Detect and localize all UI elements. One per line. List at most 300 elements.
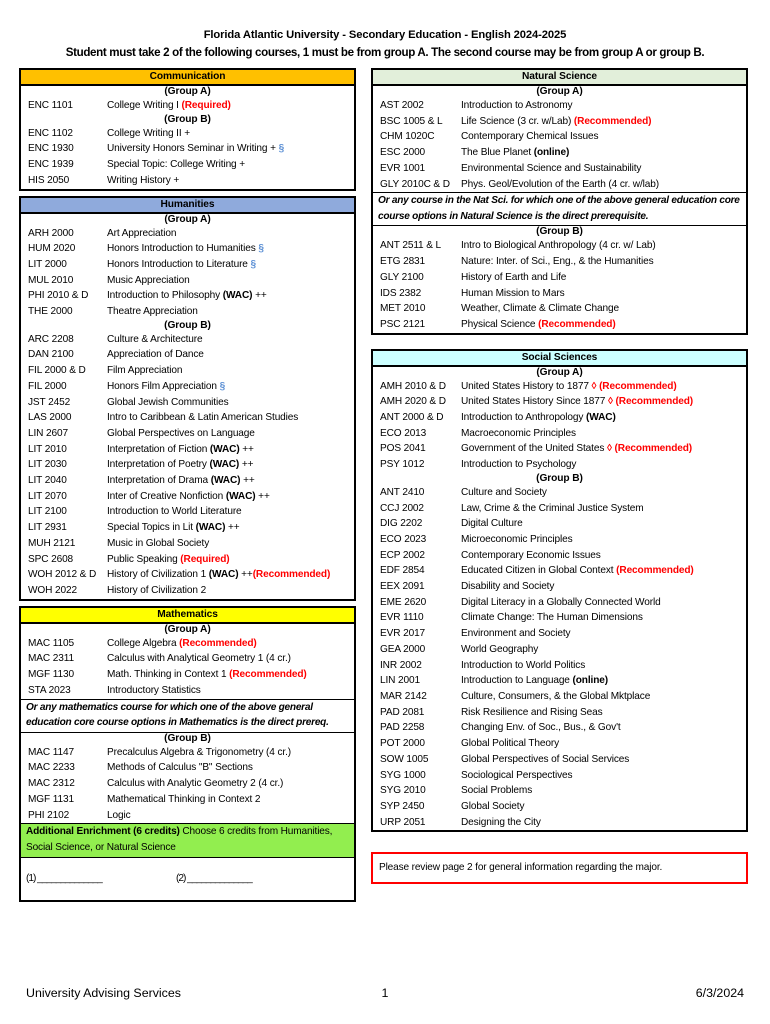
course-row	[373, 254, 746, 270]
course-row	[21, 567, 354, 583]
course-row	[373, 410, 746, 426]
course-code: EVR 1001	[380, 162, 426, 174]
course-title: Calculus with Analytic Geometry 2 (4 cr.)	[107, 778, 284, 790]
course-code: FIL 2000 & D	[28, 365, 86, 377]
course-row	[21, 288, 354, 304]
course-row	[373, 301, 746, 317]
diamond-icon: ◊	[591, 380, 600, 392]
course-title: Art Appreciation	[107, 227, 177, 239]
communication-group-b-rows	[21, 126, 354, 189]
course-row	[373, 129, 746, 145]
course-code: MAC 2312	[28, 778, 75, 790]
course-row	[21, 442, 354, 458]
course-row	[373, 626, 746, 642]
natural-science-prereq-note: Or any course in the Nat Sci. for which one of the above general education core course options in Natural Science is the direct prerequisite.	[373, 192, 746, 226]
course-title: United States History to 1877 ◊ (Recommended)	[461, 380, 677, 392]
course-attribute: (WAC)	[209, 443, 240, 455]
course-code: INR 2002	[380, 659, 422, 671]
course-code: LIT 2000	[28, 258, 67, 270]
course-title: Contemporary Economic Issues	[461, 549, 601, 561]
course-row	[21, 651, 354, 667]
advisory-note: Please review page 2 for general information regarding the major.	[371, 852, 748, 884]
course-title: Introduction to Philosophy (WAC) ++	[107, 290, 267, 302]
course-code: LIT 2030	[28, 459, 67, 471]
course-code: ENC 1101	[28, 100, 73, 111]
course-code: DAN 2100	[28, 349, 74, 361]
course-code: HUM 2020	[28, 243, 76, 255]
course-code: MAC 2233	[28, 762, 75, 774]
mathematics-block	[19, 606, 356, 903]
enrichment-detail: Choose 6 credits from Humanities, Social Science, or Natural Science	[26, 826, 333, 853]
enrichment-blank-1[interactable]: (1) ______________	[26, 873, 102, 885]
course-title: Music Appreciation	[107, 274, 190, 286]
course-code: GLY 2010C & D	[380, 178, 450, 190]
course-row	[373, 579, 746, 595]
course-title: Inter of Creative Nonfiction (WAC) ++	[107, 490, 270, 502]
document-title: Florida Atlantic University - Secondary Education - English 2024-2025	[203, 29, 567, 41]
course-title: Designing the City	[461, 816, 541, 828]
course-code: ECP 2002	[380, 549, 425, 561]
course-row	[21, 304, 354, 320]
course-row	[373, 516, 746, 532]
course-code: ECO 2013	[380, 427, 427, 439]
course-row	[21, 332, 354, 348]
course-row	[21, 126, 354, 142]
course-code: EVR 1110	[380, 612, 424, 624]
natural-science-group-b-rows	[373, 238, 746, 332]
course-row	[373, 752, 746, 768]
course-row	[373, 177, 746, 193]
course-row	[373, 501, 746, 517]
honors-section-symbol: §	[250, 258, 256, 270]
communication-section-header: Communication	[21, 70, 354, 86]
course-code: SYG 2010	[380, 785, 426, 797]
course-code: JST 2452	[28, 396, 71, 408]
course-title: Changing Env. of Soc., Bus., & Gov't	[461, 722, 621, 734]
group-a-label: (Group A)	[536, 366, 583, 378]
course-attribute: (WAC)	[222, 290, 253, 302]
mathematics-prereq-note: Or any mathematics course for which one of the above general education core course options in Mathematics is the direct prereq.	[21, 699, 354, 733]
course-row	[21, 504, 354, 520]
course-code: CHM 1020C	[380, 131, 435, 143]
course-code: PHI 2010 & D	[28, 290, 89, 302]
humanities-section-header: Humanities	[21, 198, 354, 214]
course-row	[373, 736, 746, 752]
course-title: Risk Resilience and Rising Seas	[461, 706, 603, 718]
group-b-label: (Group B)	[536, 226, 583, 238]
course-title: Honors Film Appreciation §	[107, 380, 226, 392]
course-row	[21, 273, 354, 289]
course-title: Disability and Society	[461, 581, 555, 593]
course-row	[373, 642, 746, 658]
course-code: LAS 2000	[28, 412, 72, 424]
footer-page-number: 1	[381, 986, 389, 1000]
course-row	[373, 783, 746, 799]
course-title: Contemporary Chemical Issues	[461, 131, 599, 143]
course-row	[21, 141, 354, 157]
course-attribute: (WAC)	[210, 475, 241, 487]
course-title: Math. Thinking in Context 1 (Recommended)	[107, 669, 307, 681]
course-title: Introduction to World Literature	[107, 506, 242, 518]
footer-department: University Advising Services	[26, 986, 181, 1000]
course-code: ENC 1939	[28, 159, 74, 171]
course-row	[21, 792, 354, 808]
course-title: Physical Science (Recommended)	[461, 318, 616, 330]
course-title: Law, Crime & the Criminal Justice System	[461, 502, 644, 514]
course-tag: (Required)	[180, 553, 230, 565]
course-row	[373, 705, 746, 721]
course-row	[21, 683, 354, 699]
course-code: EME 2620	[380, 596, 427, 608]
course-row	[373, 270, 746, 286]
course-code: STA 2023	[28, 684, 71, 696]
course-code: FIL 2000	[28, 380, 67, 392]
course-title: Special Topics in Lit (WAC) ++	[107, 522, 240, 534]
course-code: ANT 2000 & D	[380, 412, 444, 424]
course-title: Global Perspectives on Language	[107, 427, 255, 439]
course-title: Introduction to Anthropology (WAC)	[461, 412, 616, 424]
course-title: The Blue Planet (online)	[461, 147, 570, 159]
left-column	[19, 68, 356, 902]
course-title: Honors Introduction to Literature §	[107, 258, 256, 270]
course-row	[21, 173, 354, 189]
course-title: Theatre Appreciation	[107, 306, 198, 318]
course-title: World Geography	[461, 643, 539, 655]
course-tag: (Recommended)	[616, 565, 694, 577]
course-code: LIN 2607	[28, 427, 69, 439]
course-title: Climate Change: The Human Dimensions	[461, 612, 643, 624]
course-code: LIN 2001	[380, 675, 421, 687]
course-code: SYG 1000	[380, 769, 426, 781]
course-tag: (Recommended)	[229, 669, 307, 681]
course-row	[21, 760, 354, 776]
course-row	[373, 161, 746, 177]
course-title: Environment and Society	[461, 628, 571, 640]
course-title: Global Perspectives of Social Services	[461, 753, 630, 765]
course-row	[21, 347, 354, 363]
course-code: THE 2000	[28, 306, 73, 318]
course-title: Macroeconomic Principles	[461, 427, 576, 439]
course-tag: (Recommended)	[614, 443, 693, 455]
course-title: Life Science (3 cr. w/Lab) (Recommended)	[461, 115, 652, 127]
course-code: ARH 2000	[28, 227, 74, 239]
diamond-icon: ◊	[606, 443, 615, 455]
course-row	[373, 457, 746, 473]
course-title: Culture & Architecture	[107, 333, 203, 345]
social-sciences-block	[371, 349, 748, 833]
course-code: ANT 2511 & L	[380, 240, 442, 252]
course-title: Special Topic: College Writing +	[107, 159, 246, 171]
group-b-label: (Group B)	[536, 472, 583, 484]
course-code: WOH 2012 & D	[28, 569, 97, 581]
communication-block	[19, 68, 356, 191]
group-b-label: (Group B)	[164, 732, 211, 744]
mathematics-section-header: Mathematics	[21, 608, 354, 624]
course-title: History of Civilization 1 (WAC) ++(Recommended)	[107, 569, 331, 581]
communication-group-a-rows	[21, 98, 354, 114]
course-row	[21, 457, 354, 473]
course-row	[373, 673, 746, 689]
course-title: Culture and Society	[461, 486, 547, 498]
course-code: AMH 2020 & D	[380, 396, 446, 408]
course-title: Digital Culture	[461, 518, 523, 530]
course-title: Logic	[107, 809, 131, 821]
course-code: LIT 2070	[28, 490, 67, 502]
natural-science-section-header: Natural Science	[373, 70, 746, 86]
course-code: MUH 2121	[28, 537, 76, 549]
course-title: Mathematical Thinking in Context 2	[107, 793, 261, 805]
course-row	[21, 395, 354, 411]
course-code: ECO 2023	[380, 533, 427, 545]
course-attribute: (WAC)	[586, 412, 616, 424]
group-a-label: (Group A)	[164, 213, 211, 225]
course-tag: (Recommended)	[615, 396, 694, 408]
course-code: SYP 2450	[380, 800, 425, 812]
course-code: MAC 2311	[28, 653, 74, 665]
course-code: AMH 2010 & D	[380, 380, 446, 392]
course-title: University Honors Seminar in Writing + §	[107, 143, 285, 155]
footer-date: 6/3/2024	[695, 986, 744, 1000]
course-title: Educated Citizen in Global Context (Recommended)	[461, 565, 694, 577]
course-code: SOW 1005	[380, 753, 429, 765]
course-row	[373, 379, 746, 395]
course-row	[373, 720, 746, 736]
course-code: MGF 1131	[28, 793, 74, 805]
course-code: POT 2000	[380, 738, 425, 750]
course-title: Government of the United States ◊ (Recommended)	[461, 443, 693, 455]
course-title: College Writing I (Required)	[107, 100, 231, 111]
course-code: MUL 2010	[28, 274, 74, 286]
course-row	[21, 536, 354, 552]
course-tag: (Recommended)	[599, 380, 677, 392]
course-title: Sociological Perspectives	[461, 769, 573, 781]
course-code: DIG 2202	[380, 518, 423, 530]
course-code: GEA 2000	[380, 643, 426, 655]
course-row	[373, 563, 746, 579]
course-code: EDF 2854	[380, 565, 425, 577]
course-attribute: (WAC)	[209, 459, 240, 471]
course-row	[21, 667, 354, 683]
course-row	[373, 548, 746, 564]
course-title: History of Civilization 2	[107, 584, 207, 596]
mathematics-group-a-rows	[21, 636, 354, 699]
enrichment-blanks	[21, 858, 354, 900]
course-code: LIT 2931	[28, 522, 67, 534]
course-title: Intro to Biological Anthropology (4 cr. w/ Lab)	[461, 240, 656, 252]
course-title: Honors Introduction to Humanities §	[107, 243, 264, 255]
group-a-label: (Group A)	[164, 623, 211, 635]
social-sciences-group-b-rows	[373, 485, 746, 830]
course-title: Introduction to Astronomy	[461, 100, 573, 111]
additional-enrichment-note	[21, 823, 354, 858]
course-row	[373, 441, 746, 457]
course-row	[373, 426, 746, 442]
course-title: Introduction to Language (online)	[461, 675, 608, 687]
group-b-label: (Group B)	[164, 113, 211, 125]
page-footer	[0, 986, 770, 1000]
enrichment-blank-2[interactable]: (2) ______________	[176, 873, 252, 885]
course-row	[373, 394, 746, 410]
course-row	[373, 610, 746, 626]
course-row	[373, 799, 746, 815]
course-row	[21, 745, 354, 761]
course-title: Culture, Consumers, & the Global Mktplace	[461, 690, 651, 702]
course-row	[21, 552, 354, 568]
course-title: College Algebra (Recommended)	[107, 637, 257, 649]
course-code: PAD 2081	[380, 706, 425, 718]
course-title: Global Political Theory	[461, 738, 560, 750]
right-column	[371, 68, 748, 884]
course-row	[373, 317, 746, 333]
course-title: Phys. Geol/Evolution of the Earth (4 cr. w/lab)	[461, 178, 660, 190]
course-title: Digital Literacy in a Globally Connected World	[461, 596, 661, 608]
course-row	[21, 157, 354, 173]
course-row	[21, 808, 354, 824]
course-row	[21, 410, 354, 426]
course-code: EVR 2017	[380, 628, 426, 640]
course-row	[21, 241, 354, 257]
course-title: Appreciation of Dance	[107, 349, 204, 361]
course-row	[21, 636, 354, 652]
course-tag: (Recommended)	[179, 637, 257, 649]
course-row	[373, 114, 746, 130]
course-title: Human Mission to Mars	[461, 287, 565, 299]
course-title: Introductory Statistics	[107, 684, 201, 696]
social-sciences-group-a-rows	[373, 379, 746, 473]
course-title: Film Appreciation	[107, 365, 183, 377]
course-code: MAR 2142	[380, 690, 427, 702]
honors-section-symbol: §	[278, 143, 285, 155]
social-sciences-section-header: Social Sciences	[373, 351, 746, 367]
course-code: ESC 2000	[380, 147, 426, 159]
course-row	[21, 363, 354, 379]
course-attribute: (WAC)	[208, 569, 239, 581]
course-tag: (Required)	[181, 100, 231, 111]
course-row	[21, 520, 354, 536]
course-title: Precalculus Algebra & Trigonometry (4 cr.)	[107, 746, 292, 758]
course-code: PSY 1012	[380, 459, 425, 471]
course-row	[373, 768, 746, 784]
course-code: PSC 2121	[380, 318, 426, 330]
enrichment-title: Additional Enrichment (6 credits)	[26, 826, 180, 838]
mathematics-group-b-rows	[21, 745, 354, 824]
course-row	[21, 426, 354, 442]
course-title: Interpretation of Fiction (WAC) ++	[107, 443, 254, 455]
course-title: Nature: Inter. of Sci., Eng., & the Humanities	[461, 256, 654, 268]
course-code: POS 2041	[380, 443, 426, 455]
course-code: ANT 2410	[380, 486, 425, 498]
course-title: Interpretation of Poetry (WAC) ++	[107, 459, 254, 471]
course-code: MAC 1147	[28, 746, 74, 758]
course-title: Intro to Caribbean & Latin American Studies	[107, 412, 299, 424]
course-title: Public Speaking (Required)	[107, 553, 230, 565]
course-code: LIT 2040	[28, 475, 67, 487]
course-title: Environmental Science and Sustainability	[461, 162, 642, 174]
course-tag: (Recommended)	[538, 318, 616, 330]
diamond-icon: ◊	[607, 396, 616, 408]
honors-section-symbol: §	[258, 243, 264, 255]
course-attribute: (online)	[533, 147, 570, 159]
course-code: CCJ 2002	[380, 502, 424, 514]
course-attribute: (online)	[572, 675, 608, 687]
course-row	[373, 658, 746, 674]
course-code: LIT 2010	[28, 443, 67, 455]
course-title: College Writing II +	[107, 127, 190, 139]
course-title: Social Problems	[461, 785, 533, 797]
course-code: IDS 2382	[380, 287, 422, 299]
natural-science-group-a-rows	[373, 98, 746, 192]
course-title: Methods of Calculus "B" Sections	[107, 762, 253, 774]
course-attribute: (WAC)	[225, 490, 256, 502]
humanities-block	[19, 196, 356, 601]
course-title: Microeconomic Principles	[461, 533, 573, 545]
course-row	[373, 485, 746, 501]
course-row	[373, 98, 746, 114]
humanities-group-a-rows	[21, 226, 354, 320]
course-code: PHI 2102	[28, 809, 70, 821]
document-subtitle: Student must take 2 of the following courses, 1 must be from group A. The second course may be from group A or group B.	[65, 46, 705, 59]
course-code: ENC 1930	[28, 143, 74, 155]
course-code: ENC 1102	[28, 127, 73, 139]
course-tag: (Recommended)	[573, 115, 652, 127]
course-row	[373, 595, 746, 611]
course-row	[373, 145, 746, 161]
course-tag: (Recommended)	[252, 569, 331, 581]
course-title: History of Earth and Life	[461, 271, 567, 283]
course-row	[373, 815, 746, 831]
course-title: Introduction to Psychology	[461, 459, 577, 471]
course-code: WOH 2022	[28, 584, 77, 596]
honors-section-symbol: §	[219, 380, 226, 392]
natural-science-block	[371, 68, 748, 335]
course-code: GLY 2100	[380, 271, 424, 283]
course-code: LIT 2100	[28, 506, 67, 518]
course-row	[373, 689, 746, 705]
course-row	[373, 238, 746, 254]
course-code: HIS 2050	[28, 174, 70, 186]
course-row	[21, 226, 354, 242]
course-row	[21, 489, 354, 505]
course-code: ARC 2208	[28, 333, 74, 345]
course-title: Music in Global Society	[107, 537, 210, 549]
course-row	[21, 473, 354, 489]
course-row	[21, 379, 354, 395]
course-title: Writing History +	[107, 174, 180, 186]
course-code: MGF 1130	[28, 669, 74, 681]
group-a-label: (Group A)	[164, 86, 211, 97]
course-title: Weather, Climate & Climate Change	[461, 303, 619, 315]
course-code: MAC 1105	[28, 637, 74, 649]
course-title: Introduction to World Politics	[461, 659, 586, 671]
course-title: United States History Since 1877 ◊ (Recommended)	[461, 396, 694, 408]
course-row	[21, 776, 354, 792]
course-code: PAD 2258	[380, 722, 425, 734]
course-row	[21, 98, 354, 114]
course-code: BSC 1005 & L	[380, 115, 443, 127]
course-code: ETG 2831	[380, 256, 426, 268]
humanities-group-b-rows	[21, 332, 354, 599]
course-title: Global Jewish Communities	[107, 396, 229, 408]
course-code: EEX 2091	[380, 581, 425, 593]
course-code: URP 2051	[380, 816, 426, 828]
group-b-label: (Group B)	[164, 319, 211, 331]
course-title: Interpretation of Drama (WAC) ++	[107, 475, 255, 487]
course-row	[21, 583, 354, 599]
course-attribute: (WAC)	[195, 522, 226, 534]
course-code: AST 2002	[380, 100, 424, 111]
course-row	[373, 532, 746, 548]
course-title: Global Society	[461, 800, 525, 812]
